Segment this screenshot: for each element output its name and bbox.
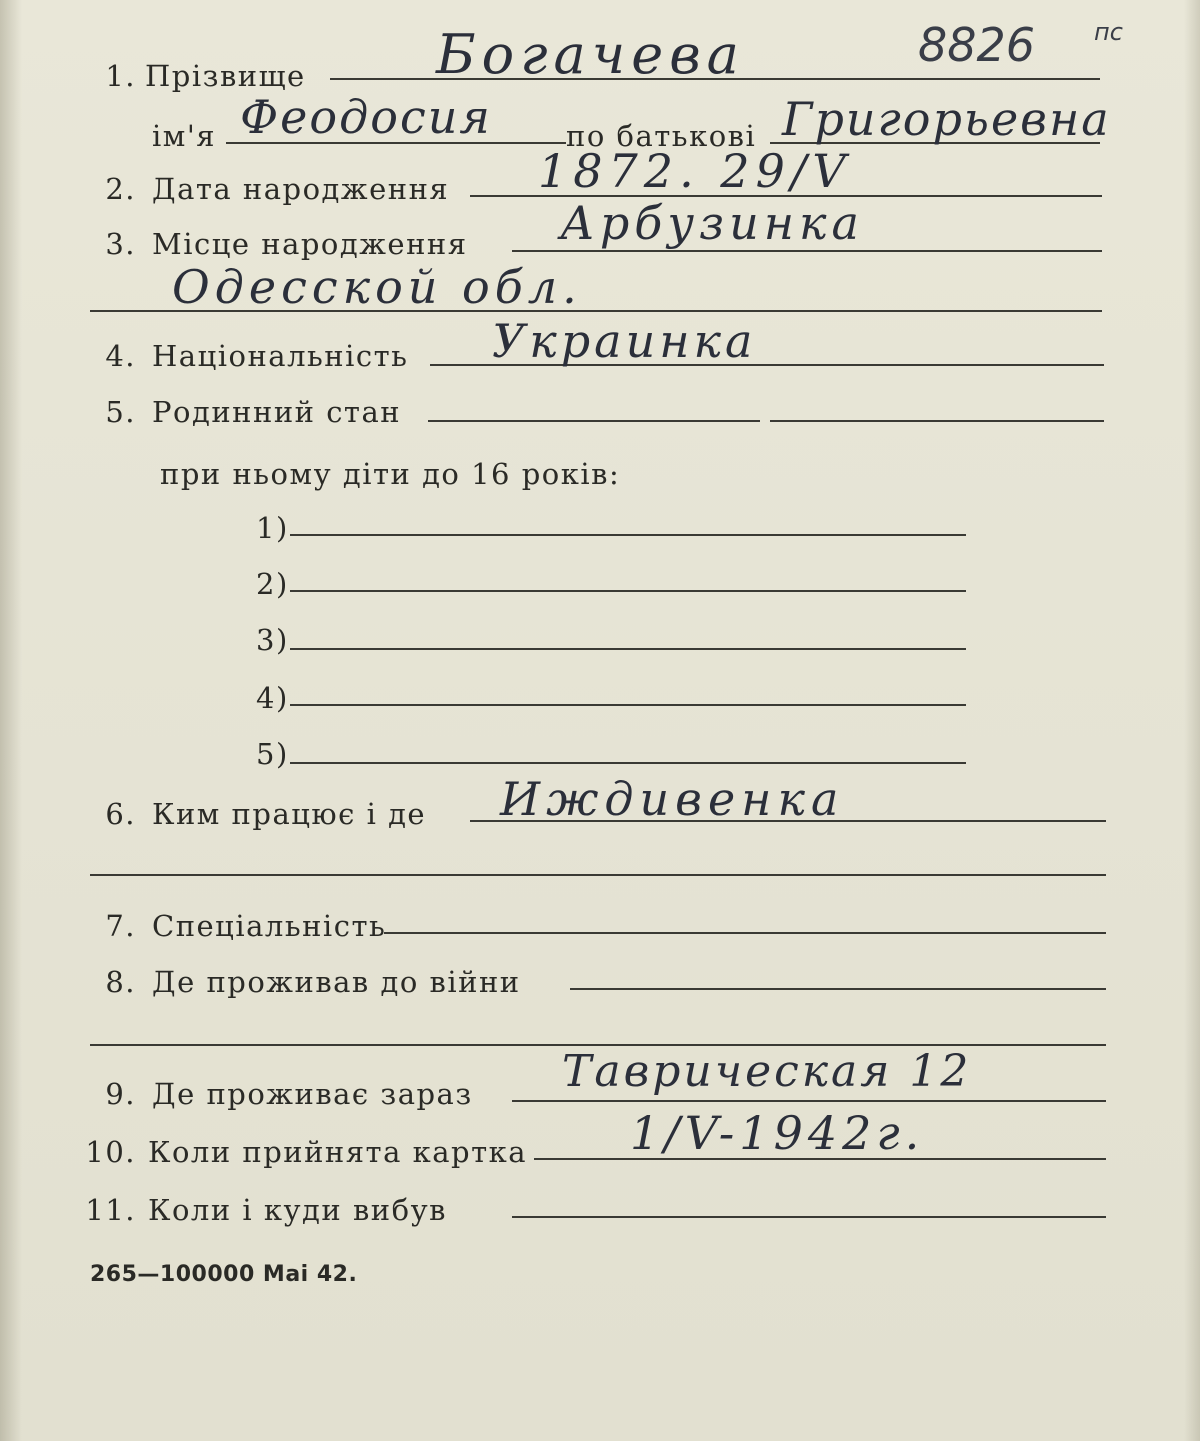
field-6-label: Ким працює і де: [152, 797, 427, 831]
field-6-value: Иждивенка: [500, 772, 845, 826]
field-1b-value: Феодосия: [240, 90, 492, 144]
field-3-value-2: Одесской обл.: [172, 260, 582, 314]
field-2-number: 2.: [105, 172, 136, 206]
field-8-label: Де проживав до війни: [152, 965, 521, 999]
field-1b-label: ім'я: [152, 119, 217, 153]
child-3-number: 3): [256, 623, 289, 657]
field-7-line: [384, 932, 1106, 934]
footer-print-info: 265—100000 Mai 42.: [90, 1262, 358, 1287]
field-6-number: 6.: [105, 797, 136, 831]
child-3-line: [290, 648, 966, 650]
field-4-number: 4.: [105, 339, 136, 373]
field-7-label: Спеціальність: [152, 909, 387, 943]
child-1-line: [290, 534, 966, 536]
field-11-label: Коли і куди вибув: [148, 1193, 447, 1227]
field-3-line: [512, 250, 1102, 252]
field-10-label: Коли прийнята картка: [148, 1135, 528, 1169]
field-9-label: Де проживає зараз: [152, 1077, 473, 1111]
field-9-line: [512, 1100, 1106, 1102]
child-4-number: 4): [256, 681, 289, 715]
field-10-value: 1/V-1942г.: [630, 1106, 925, 1160]
child-2-line: [290, 590, 966, 592]
field-8-line: [570, 988, 1106, 990]
children-label: при ньому діти до 16 років:: [160, 457, 621, 491]
field-3-label: Місце народження: [152, 227, 468, 261]
field-3-value: Арбузинка: [560, 196, 864, 250]
field-1-value: Богачева: [436, 23, 745, 86]
field-9-number: 9.: [105, 1077, 136, 1111]
field-5-line-b: [770, 420, 1104, 422]
field-5-line: [428, 420, 760, 422]
field-8-number: 8.: [105, 965, 136, 999]
child-5-number: 5): [256, 737, 289, 771]
field-3-number: 3.: [105, 227, 136, 261]
field-6-line-2: [90, 874, 1106, 876]
field-7-number: 7.: [105, 909, 136, 943]
field-11-line: [512, 1216, 1106, 1218]
field-4-label: Національність: [152, 339, 409, 373]
field-2-label: Дата народження: [152, 172, 450, 206]
field-4-value: Украинка: [492, 314, 757, 368]
field-1c-label: по батькові: [566, 119, 757, 153]
field-5-label: Родинний стан: [152, 395, 402, 429]
field-11-number: 11.: [85, 1193, 136, 1227]
field-5-number: 5.: [105, 395, 136, 429]
child-5-line: [290, 762, 966, 764]
registration-suffix: пс: [1094, 18, 1123, 46]
field-1c-value: Григорьевна: [782, 92, 1111, 146]
field-2-value: 1872. 29/V: [538, 144, 852, 198]
registration-number: 8826: [918, 18, 1036, 72]
child-1-number: 1): [256, 511, 289, 545]
child-4-line: [290, 704, 966, 706]
field-1-label: Прізвище: [145, 59, 306, 93]
field-9-value: Таврическая 12: [562, 1046, 972, 1097]
child-2-number: 2): [256, 567, 289, 601]
field-1-number: 1.: [105, 59, 136, 93]
field-10-number: 10.: [85, 1135, 136, 1169]
